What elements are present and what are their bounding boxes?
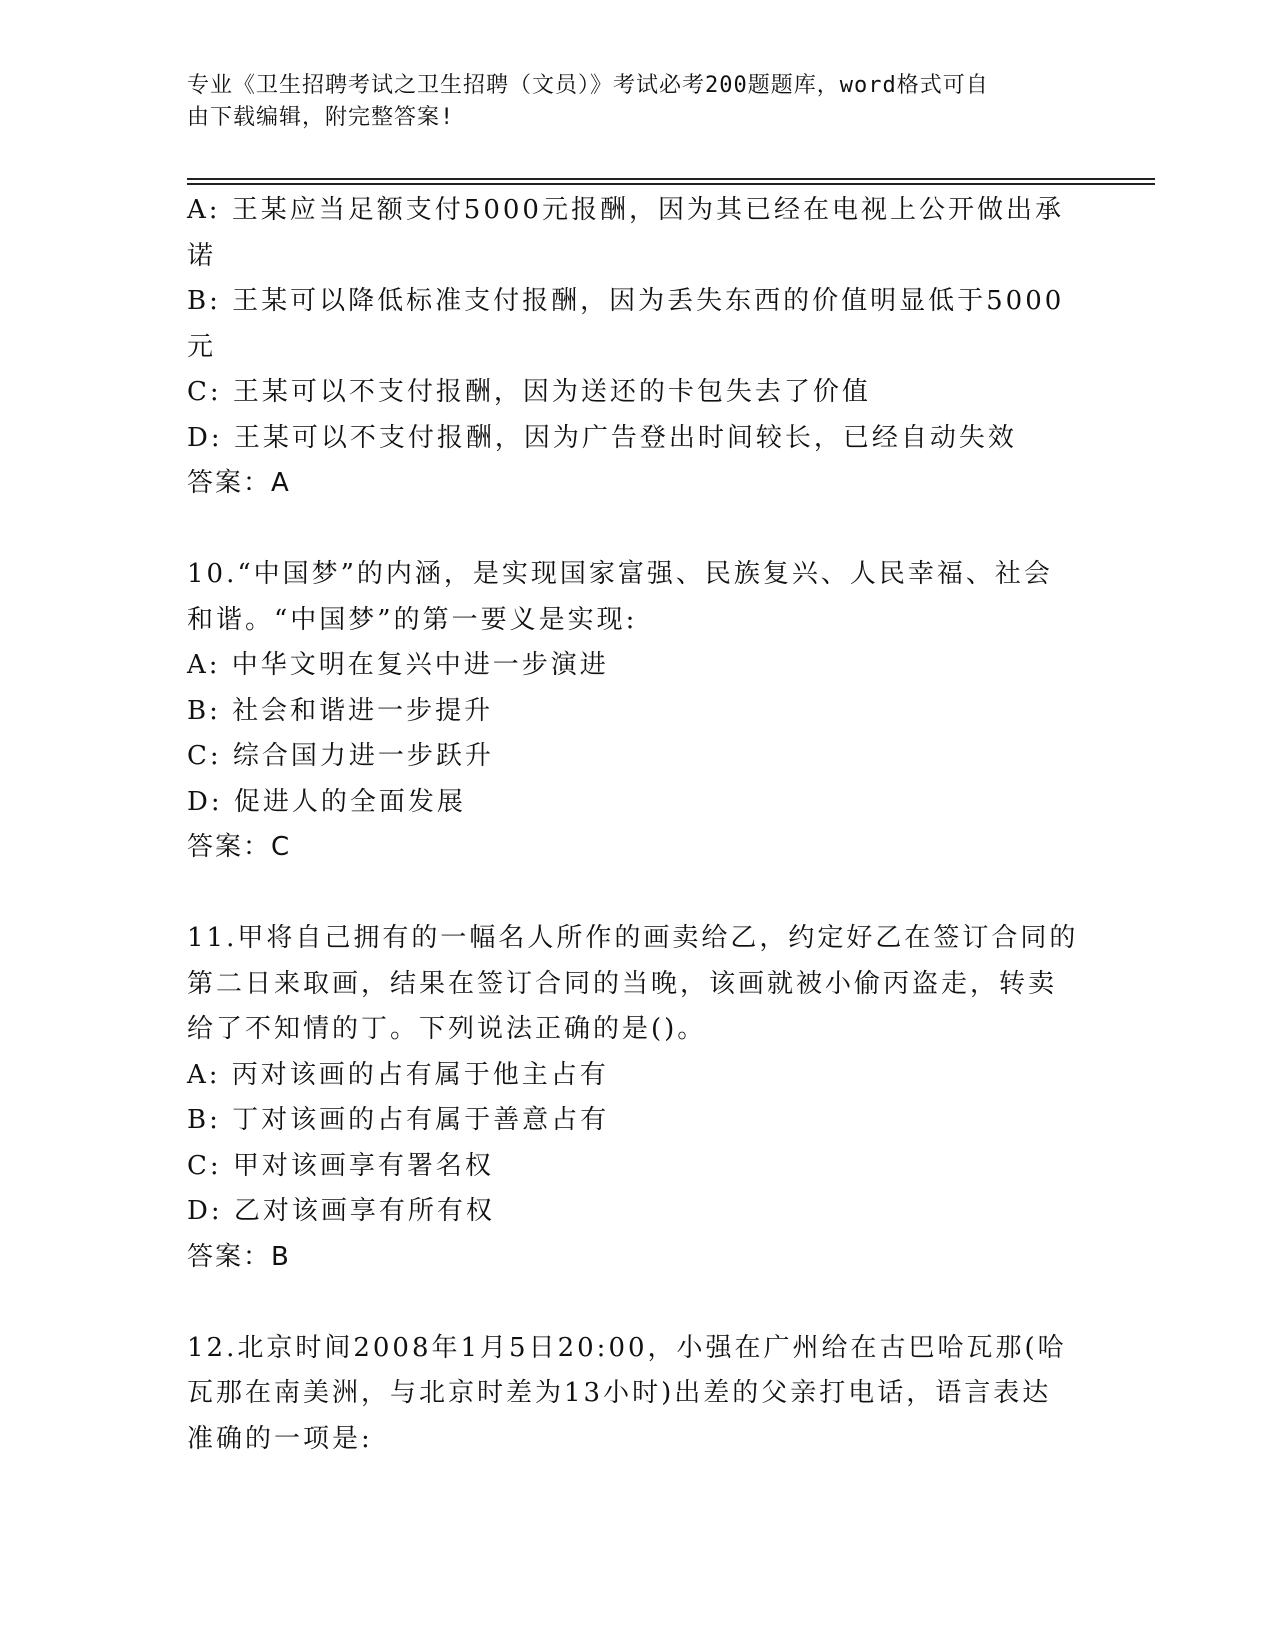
document-header — [187, 70, 1067, 134]
spacer — [187, 1280, 1087, 1326]
option-b-line-1: B: 王某可以降低标准支付报酬，因为丢失东西的价值明显低于5000 — [187, 286, 1065, 316]
option-c: C: 综合国力进一步跃升 — [187, 741, 494, 771]
header-title-line-1: 专业《卫生招聘考试之卫生招聘（文员）》考试必考200题题库，word格式可自 — [187, 73, 989, 98]
option-c: C: 甲对该画享有署名权 — [187, 1150, 494, 1181]
question-stem-line-1: 11.甲将自己拥有的一幅名人所作的画卖给乙，约定好乙在签订合同的 — [187, 923, 1079, 953]
spacer — [187, 871, 1087, 917]
question-stem-line-2: 瓦那在南美洲，与北京时差为13小时)出差的父亲打电话，语言表达 — [187, 1378, 1052, 1408]
option-b-line-2: 元 — [187, 331, 217, 362]
header-divider-top — [187, 178, 1155, 180]
question-stem-line-2: 第二日来取画，结果在签订合同的当晚，该画就被小偷丙盗走，转卖 — [187, 968, 1058, 999]
header-divider-bottom — [187, 183, 1155, 185]
question-10 — [187, 552, 1087, 871]
question-stem-line-1: 12.北京时间2008年1月5日20:00，小强在广州给在古巴哈瓦那(哈 — [187, 1332, 1067, 1363]
header-title-line-2: 由下载编辑，附完整答案! — [187, 105, 455, 130]
document-body — [187, 188, 1087, 1462]
question-9-continued — [187, 188, 1087, 507]
question-stem-line-3: 准确的一项是: — [187, 1423, 373, 1454]
option-d: D: 王某可以不支付报酬，因为广告登出时间较长，已经自动失效 — [187, 422, 1017, 453]
option-d: D: 乙对该画享有所有权 — [187, 1196, 495, 1226]
option-d: D: 促进人的全面发展 — [187, 786, 466, 817]
option-a: A: 中华文明在复兴中进一步演进 — [187, 650, 609, 680]
question-stem-line-1: 10.“中国梦”的内涵，是实现国家富强、民族复兴、人民幸福、社会 — [187, 559, 1053, 589]
answer-line: 答案：A — [187, 468, 291, 498]
answer-line: 答案：B — [187, 1241, 291, 1272]
question-11 — [187, 916, 1087, 1280]
option-c: C: 王某可以不支付报酬，因为送还的卡包失去了价值 — [187, 377, 871, 407]
option-a: A: 丙对该画的占有属于他主占有 — [187, 1059, 609, 1090]
question-stem-line-3: 给了不知情的丁。下列说法正确的是()。 — [187, 1014, 707, 1044]
spacer — [187, 507, 1087, 553]
option-a-line-1: A: 王某应当足额支付5000元报酬，因为其已经在电视上公开做出承 — [187, 195, 1064, 225]
question-stem-line-2: 和谐。“中国梦”的第一要义是实现: — [187, 604, 638, 635]
option-b: B: 丁对该画的占有属于善意占有 — [187, 1105, 610, 1135]
option-a-line-2: 诺 — [187, 240, 217, 271]
option-b: B: 社会和谐进一步提升 — [187, 695, 494, 726]
answer-line: 答案：C — [187, 832, 292, 862]
question-12 — [187, 1326, 1087, 1463]
